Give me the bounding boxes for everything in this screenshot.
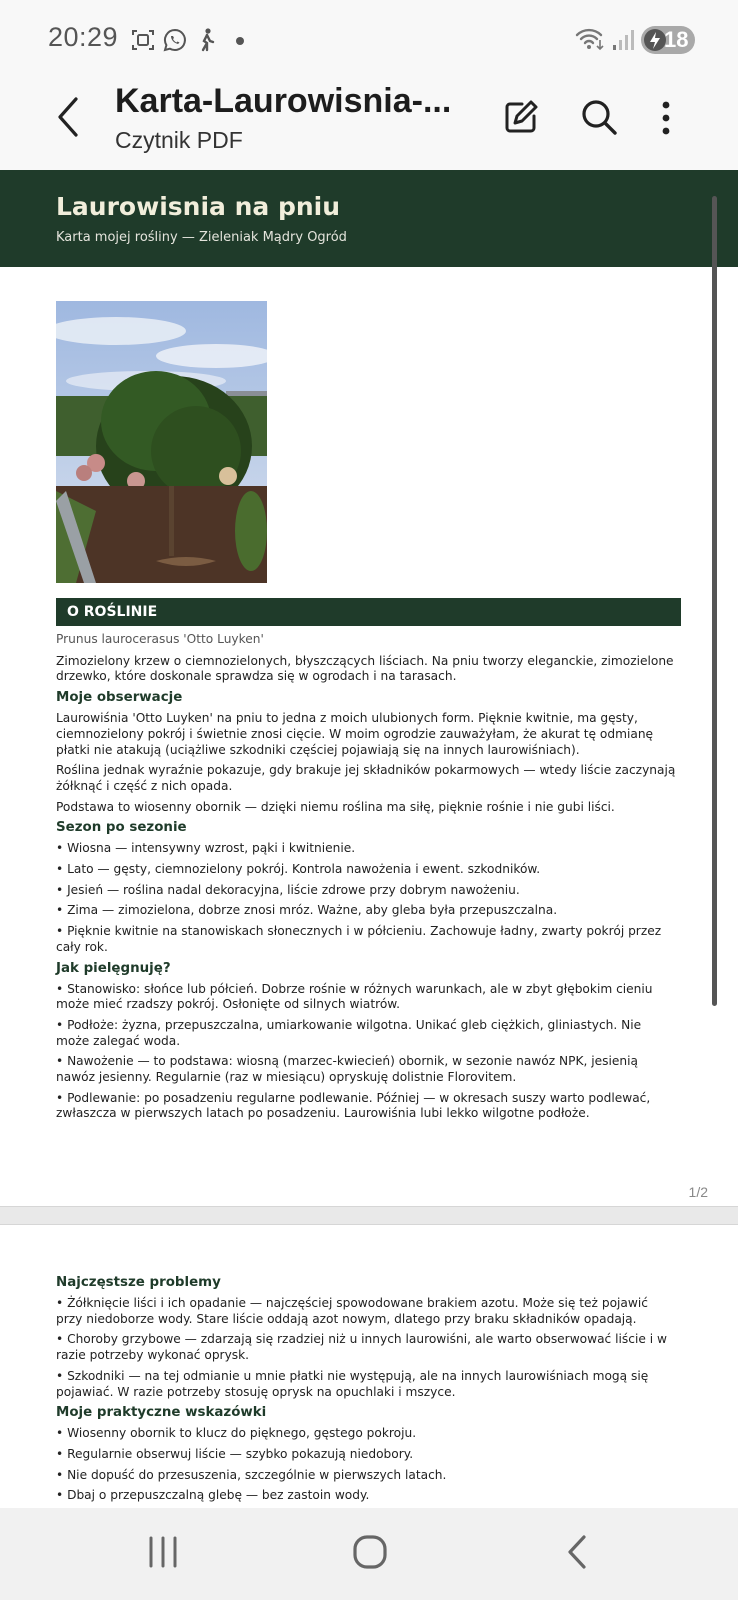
care-item: • Podłoże: żyzna, przepuszczalna, umiarkowanie wilgotna. Unikać gleb ciężkich, gliniastych. Nie może zalegać woda. xyxy=(56,1017,642,1048)
edit-icon[interactable] xyxy=(502,98,540,136)
back-arrow-icon[interactable] xyxy=(54,95,82,139)
battery-indicator xyxy=(641,26,695,54)
document-title: Karta-Laurowisnia-... xyxy=(115,82,452,120)
recent-apps-icon[interactable] xyxy=(146,1532,180,1572)
problem-item: • Choroby grzybowe — zdarzają się rzadziej niż u innych laurowiśni, ale warto obserwować liście i w razie potrzeby wykonać oprysk. xyxy=(56,1332,667,1363)
season-item: • Zima — zimozielona, dobrze znosi mróz. Ważne, aby gleba była przepuszczalna. xyxy=(56,903,558,918)
latin-name: Prunus laurocerasus 'Otto Luyken' xyxy=(56,632,264,646)
walking-icon xyxy=(196,27,218,53)
intro-paragraph: Zimozielony krzew o ciemnozielonych, błyszczących liściach. Na pniu tworzy eleganckie, zimozielone drzewko, które doskonale sprawdza się w ogrodach i na tarasach. xyxy=(56,653,674,684)
plant-photo xyxy=(56,301,267,583)
document-banner xyxy=(0,170,738,267)
season-item: • Wiosna — intensywny wzrost, pąki i kwitnienie. xyxy=(56,841,356,856)
system-nav-bar xyxy=(0,1508,738,1600)
care-item: • Nawożenie — to podstawa: wiosną (marzec-kwiecień) obornik, w sezonie nawóz NPK, jesienią nawóz jesienny. Regularnie (raz w miesiącu) opryskuję dolistnie Florovitem. xyxy=(56,1054,638,1085)
search-icon[interactable] xyxy=(580,98,618,136)
page-separator xyxy=(0,1206,738,1225)
tip-item: • Wiosenny obornik to klucz do pięknego, gęstego pokroju. xyxy=(56,1426,417,1441)
tip-item: • Regularnie obserwuj liście — szybko pokazują niedobory. xyxy=(56,1446,414,1461)
signal-icon xyxy=(611,28,635,52)
page1-content xyxy=(56,632,676,1127)
notification-dot-icon xyxy=(235,36,245,46)
section-header-about xyxy=(56,598,681,626)
observation-paragraph: Laurowiśnia 'Otto Luyken' na pniu to jedna z moich ulubionych form. Pięknie kwitnie, ma gęsty, ciemnozielony pokrój i świetnie znosi cięcie. W moim ogrodzie zauważyłam, że akurat tę odmianę płatki nie atakują (uciążliwe szkodniki częściej pojawiają się na innych laurowiśniach). xyxy=(56,711,654,757)
care-item: • Stanowisko: słońce lub półcień. Dobrze rośnie w różnych warunkach, ale w zbyt głębokim cieniu może mieć rzadszy pokrój. Osłonięte od silnych wiatrów. xyxy=(56,981,653,1012)
observation-paragraph: Podstawa to wiosenny obornik — dzięki niemu roślina ma siłę, pięknie rośnie i nie gubi liści. xyxy=(56,799,615,814)
heading-care: Jak pielęgnuję? xyxy=(56,960,171,976)
heading-seasons: Sezon po sezonie xyxy=(56,820,187,836)
heading-problems: Najczęstsze problemy xyxy=(56,1275,221,1290)
problem-item: • Szkodniki — na tej odmianie u mnie płatki nie występują, ale na innych laurowiśniach mogą się pojawiać. W razie potrzeby stosuję oprysk na opuchlaki i mszyce. xyxy=(56,1368,649,1399)
screenshot-icon xyxy=(130,27,156,53)
home-icon[interactable] xyxy=(350,1532,390,1572)
page2-content xyxy=(56,1273,676,1508)
heading-observations: Moje obserwacje xyxy=(56,690,183,706)
status-bar xyxy=(0,0,738,80)
whatsapp-icon xyxy=(162,27,188,53)
season-item: • Jesień — roślina nadal dekoracyjna, liście zdrowe przy dobrym nawożeniu. xyxy=(56,882,520,897)
charging-bolt-icon xyxy=(644,29,666,51)
more-options-icon[interactable] xyxy=(659,100,673,136)
back-nav-icon[interactable] xyxy=(562,1532,592,1572)
app-subtitle: Czytnik PDF xyxy=(115,127,243,153)
tip-item: • Dbaj o przepuszczalną glebę — bez zastoin wody. xyxy=(56,1488,370,1503)
page-number: 1/2 xyxy=(688,1184,708,1200)
observation-paragraph: Roślina jednak wyraźnie pokazuje, gdy brakuje jej składników pokarmowych — wtedy liście zaczynają żółknąć i część z nich opada. xyxy=(56,763,676,793)
scrollbar[interactable] xyxy=(712,196,717,1006)
banner-title: Laurowisnia na pniu xyxy=(56,192,341,221)
wifi-icon xyxy=(575,26,607,52)
problem-item: • Żółknięcie liści i ich opadanie — najczęściej spowodowane brakiem azotu. Może się też pojawić przy niedoborze wody. Stare liście oddają azot nowym, dlatego przy braku składników opadają. xyxy=(56,1296,648,1326)
status-time: 20:29 xyxy=(48,22,119,52)
heading-tips: Moje praktyczne wskazówki xyxy=(56,1405,267,1421)
pdf-viewport[interactable] xyxy=(0,170,738,1508)
season-item: • Pięknie kwitnie na stanowiskach słonecznych i w półcieniu. Zachowuje ładny, zwarty pokrój przez cały rok. xyxy=(56,924,662,954)
care-item: • Podlewanie: po posadzeniu regularne podlewanie. Później — w okresach suszy warto podlewać, zwłaszcza w pierwszych latach po posadzeniu. Laurowiśnia lubi lekko wilgotne podłoże. xyxy=(56,1090,651,1121)
season-item: • Lato — gęsty, ciemnozielony pokrój. Kontrola nawożenia i ewent. szkodników. xyxy=(56,862,541,877)
battery-level: 18 xyxy=(664,27,689,52)
tip-item: • Nie dopuść do przesuszenia, szczególnie w pierwszych latach. xyxy=(56,1467,447,1482)
banner-subtitle: Karta mojej rośliny — Zieleniak Mądry Ogród xyxy=(56,230,347,245)
section-label: O ROŚLINIE xyxy=(67,604,158,620)
